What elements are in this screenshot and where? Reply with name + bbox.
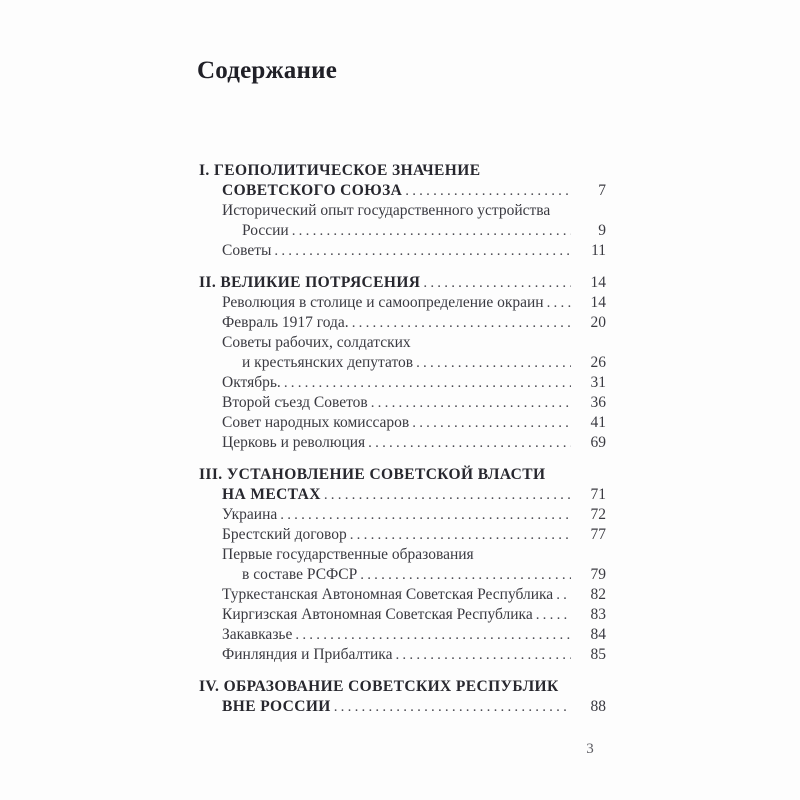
- dot-leader: [295, 625, 571, 645]
- toc-entry-page: 85: [590, 646, 606, 663]
- toc-row: [199, 433, 606, 453]
- toc-entry-page: 36: [590, 394, 606, 411]
- dot-leader: [284, 373, 571, 393]
- dot-leader: [405, 181, 571, 201]
- dot-leader: [350, 525, 571, 545]
- toc-entry-label: в составе РСФСР: [242, 566, 358, 583]
- dot-leader: [536, 605, 571, 625]
- toc-entry-label: Второй съезд Советов: [222, 394, 368, 411]
- toc-entry-page: 20: [590, 314, 606, 331]
- toc-row: [199, 585, 606, 605]
- page-number: 3: [586, 741, 594, 757]
- toc-entry-page: 77: [590, 526, 606, 543]
- toc-row: [199, 605, 606, 625]
- toc-entry-page: 84: [590, 626, 606, 643]
- toc-entry-label: Советы рабочих, солдатских: [222, 334, 411, 351]
- toc-entry-label: I. ГЕОПОЛИТИЧЕСКОЕ ЗНАЧЕНИЕ: [199, 162, 481, 179]
- toc-entry-page: 83: [590, 606, 606, 623]
- toc-entry-label: НА МЕСТАХ: [222, 486, 321, 503]
- toc-entry-page: 79: [590, 566, 606, 583]
- toc-entry-label: Совет народных комиссаров: [222, 414, 410, 431]
- toc-row: [199, 293, 606, 313]
- toc-entry-label: СОВЕТСКОГО СОЮЗА: [222, 182, 403, 199]
- toc-entry-label: Октябрь.: [222, 374, 281, 391]
- toc-row: [199, 677, 606, 697]
- toc-entry-page: 69: [590, 434, 606, 451]
- toc-entry-page: 71: [590, 486, 606, 503]
- toc-entry-label: Советы: [222, 242, 272, 259]
- page-title: Содержание: [197, 57, 338, 84]
- toc-entry-label: Первые государственные образования: [222, 546, 474, 563]
- dot-leader: [395, 645, 571, 665]
- toc-entry-page: 31: [590, 374, 606, 391]
- toc-entry-page: 82: [590, 586, 606, 603]
- toc-row: [199, 697, 606, 717]
- toc-row: [199, 645, 606, 665]
- dot-leader: [556, 585, 571, 605]
- toc-entry-label: IV. ОБРАЗОВАНИЕ СОВЕТСКИХ РЕСПУБЛИК: [199, 678, 559, 695]
- toc-entry-page: 72: [590, 506, 606, 523]
- dot-leader: [292, 221, 571, 241]
- toc-entry-label: России: [242, 222, 289, 239]
- toc-row: [199, 625, 606, 645]
- toc-entry-page: 7: [598, 182, 606, 199]
- dot-leader: [360, 565, 571, 585]
- toc-row: [199, 485, 606, 505]
- toc-entry-label: Украина: [222, 506, 278, 523]
- toc-row: [199, 413, 606, 433]
- toc-row: [199, 313, 606, 333]
- toc-row: [199, 221, 606, 241]
- toc-list: [199, 161, 606, 717]
- dot-leader: [334, 697, 571, 717]
- dot-leader: [274, 241, 571, 261]
- toc-entry-label: и крестьянских депутатов: [242, 354, 414, 371]
- toc-entry-page: 14: [590, 294, 606, 311]
- dot-leader: [324, 485, 571, 505]
- toc-row: [199, 353, 606, 373]
- toc-row: [199, 505, 606, 525]
- toc-row: [199, 525, 606, 545]
- toc-entry-label: III. УСТАНОВЛЕНИЕ СОВЕТСКОЙ ВЛАСТИ: [199, 466, 546, 483]
- toc-entry-label: Февраль 1917 года.: [222, 314, 349, 331]
- dot-leader: [280, 505, 571, 525]
- toc-entry-page: 41: [590, 414, 606, 431]
- toc-entry-label: Киргизская Автономная Советская Республика: [222, 606, 533, 623]
- toc-entry-page: 9: [598, 222, 606, 239]
- dot-leader: [423, 273, 571, 293]
- toc-entry-label: Туркестанская Автономная Советская Республика: [222, 586, 554, 603]
- toc-row: [199, 545, 606, 565]
- toc-row: [199, 373, 606, 393]
- toc-entry-page: 26: [590, 354, 606, 371]
- dot-leader: [547, 293, 571, 313]
- toc-row: [199, 333, 606, 353]
- toc-entry-label: Закавказье: [222, 626, 293, 643]
- toc-entry-page: 14: [590, 274, 606, 291]
- toc-entry-label: II. ВЕЛИКИЕ ПОТРЯСЕНИЯ: [199, 274, 421, 291]
- toc-entry-label: Исторический опыт государственного устройства: [222, 202, 551, 219]
- toc-row: [199, 161, 606, 181]
- toc-entry-page: 11: [591, 242, 606, 259]
- toc-row: [199, 201, 606, 221]
- toc-row: [199, 393, 606, 413]
- dot-leader: [371, 393, 571, 413]
- toc-entry-label: Революция в столице и самоопределение окраин: [222, 294, 544, 311]
- toc-entry-page: 88: [590, 698, 606, 715]
- toc-row: [199, 181, 606, 201]
- dot-leader: [368, 433, 571, 453]
- toc-entry-label: ВНЕ РОССИИ: [222, 698, 331, 715]
- dot-leader: [416, 353, 571, 373]
- dot-leader: [412, 413, 571, 433]
- toc-row: [199, 465, 606, 485]
- toc-entry-label: Брестский договор: [222, 526, 347, 543]
- toc-entry-label: Финляндия и Прибалтика: [222, 646, 393, 663]
- toc-row: [199, 565, 606, 585]
- toc-row: [199, 273, 606, 293]
- toc-row: [199, 241, 606, 261]
- toc-entry-label: Церковь и революция: [222, 434, 366, 451]
- dot-leader: [352, 313, 571, 333]
